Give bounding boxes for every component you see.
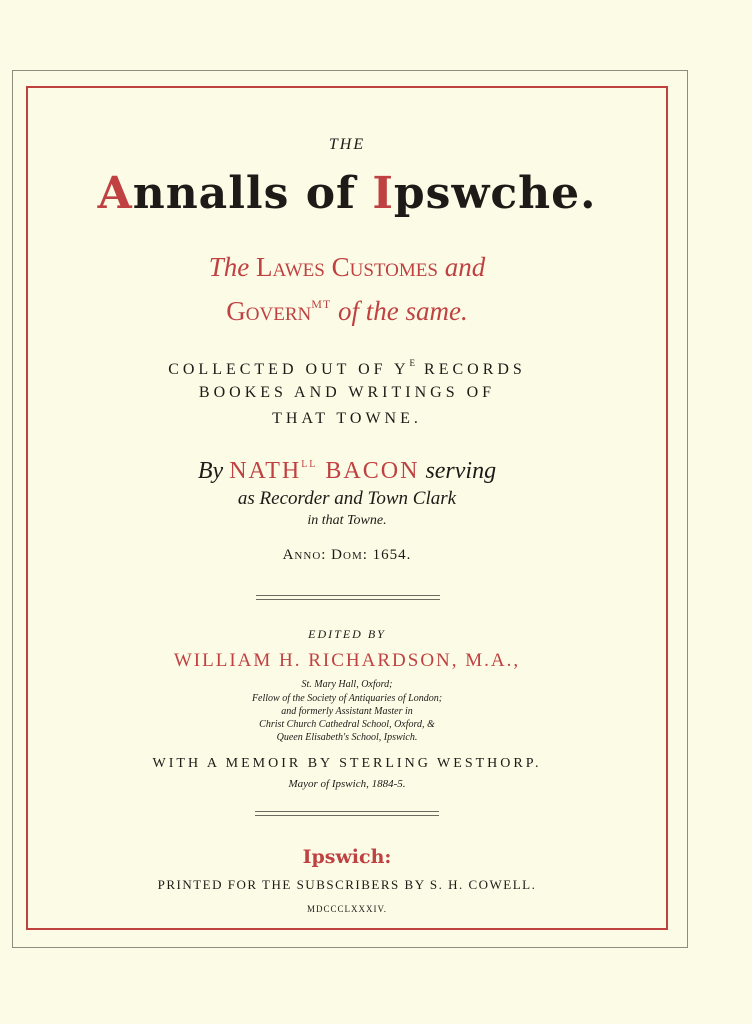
main-title-word-annalls: nnalls of <box>132 168 373 219</box>
collected-line-1-post: RECORDS <box>416 361 526 378</box>
memoir-line: WITH A MEMOIR BY STERLING WESTHORP. <box>152 756 542 771</box>
in-that-towne-line: in that Towne. <box>307 513 387 528</box>
double-rule-divider-upper <box>256 595 440 600</box>
subtitle-customes: Customes <box>331 252 438 282</box>
collected-line-1-superscript: E <box>409 358 417 368</box>
editor-credential-line: Christ Church Cathedral School, Oxford, & <box>259 719 435 730</box>
edited-by-label: EDITED BY <box>308 627 386 641</box>
subtitle-govern-superscript: MT <box>311 297 332 311</box>
author-name-pre: NATH <box>229 458 302 484</box>
collected-line-3: THAT TOWNE. <box>272 410 422 427</box>
author-line <box>26 458 668 485</box>
collected-line-1 <box>26 358 668 379</box>
editor-credential-line: Fellow of the Society of Antiquaries of London; <box>251 693 443 704</box>
double-rule-divider-lower <box>255 811 439 816</box>
anno-dom-line: Anno: Dom: 1654. <box>282 547 412 563</box>
publication-year: MDCCCLXXXIV. <box>306 904 388 914</box>
mayor-line: Mayor of Ipswich, 1884-5. <box>288 778 406 790</box>
subtitle-lawes: Lawes <box>256 252 325 282</box>
main-title-initial-a: A <box>97 168 133 219</box>
by-label: By <box>197 458 224 484</box>
place-of-publication: Ipswich: <box>302 846 392 868</box>
subtitle-and: and <box>444 252 486 282</box>
subtitle-the: The <box>208 252 250 282</box>
subtitle-govern: Govern <box>226 296 312 326</box>
author-name-superscript: LL <box>301 459 318 470</box>
main-title <box>26 168 668 219</box>
author-name-post: BACON <box>317 458 420 484</box>
printer-line: PRINTED FOR THE SUBSCRIBERS BY S. H. COWELL. <box>157 877 537 892</box>
title-the: THE <box>328 136 366 153</box>
subtitle-of-the-same: of the same. <box>337 296 468 326</box>
editor-credential-line: St. Mary Hall, Oxford; <box>301 679 393 690</box>
author-name <box>229 458 419 484</box>
main-title-initial-i: I <box>372 168 394 219</box>
collected-line-2: BOOKES AND WRITINGS OF <box>198 384 496 401</box>
subtitle-line-2 <box>26 296 668 327</box>
subtitle-line-1 <box>26 252 668 283</box>
collected-line-1-pre: COLLECTED OUT OF Y <box>168 361 410 378</box>
main-title-word-ipswche: pswche. <box>393 168 597 219</box>
editor-name: WILLIAM H. RICHARDSON, M.A., <box>173 650 521 671</box>
editor-credential-line: Queen Elisabeth's School, Ipswich. <box>276 732 418 743</box>
editor-credential-line: and formerly Assistant Master in <box>281 706 413 717</box>
recorder-line: as Recorder and Town Clark <box>237 488 457 509</box>
serving-label: serving <box>425 458 497 484</box>
